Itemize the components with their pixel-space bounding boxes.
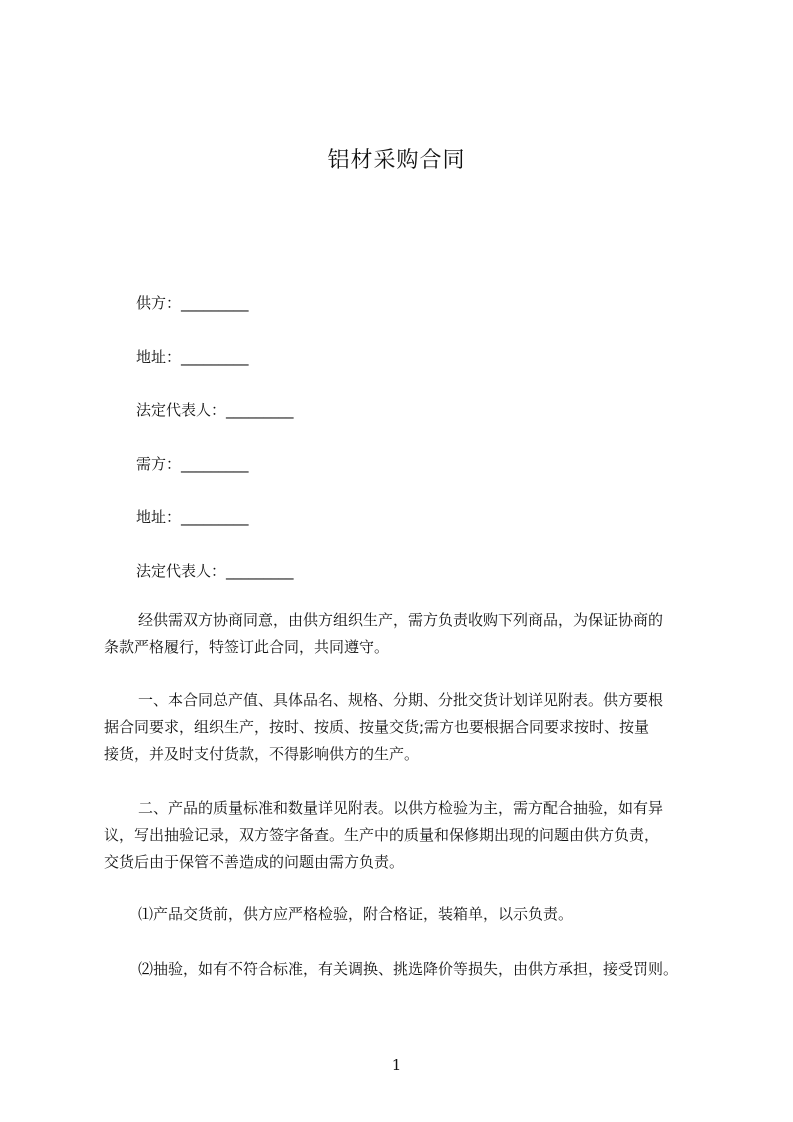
item-2-text: ⑵抽验，如有不符合标准，有关调换、挑选降价等损失，由供方承担，接受罚则。 bbox=[138, 960, 679, 978]
buyer-representative-blank: _________ bbox=[226, 562, 294, 580]
intro-line-1: 经供需双方协商同意，由供方组织生产，需方负责收购下列商品，为保证协商的 bbox=[138, 611, 664, 629]
supplier-representative-blank: _________ bbox=[226, 401, 294, 419]
clause-2-line-3: 交货后由于保管不善造成的问题由需方负责。 bbox=[104, 853, 405, 871]
item-1-paragraph bbox=[104, 901, 714, 928]
clause-2-paragraph bbox=[104, 795, 714, 876]
buyer-address-label: 地址： bbox=[136, 508, 182, 526]
buyer-blank: _________ bbox=[181, 455, 249, 473]
supplier-blank: _________ bbox=[181, 294, 249, 312]
buyer-label: 需方： bbox=[136, 455, 182, 473]
clause-2-line-2: 议，写出抽验记录，双方签字备查。生产中的质量和保修期出现的问题由供方负责， bbox=[104, 826, 660, 844]
supplier-label: 供方： bbox=[136, 294, 182, 312]
clause-1-line-3: 接货，并及时支付货款，不得影响供方的生产。 bbox=[104, 745, 420, 763]
supplier-representative-field bbox=[136, 399, 294, 420]
intro-paragraph bbox=[104, 607, 714, 661]
buyer-representative-field bbox=[136, 560, 294, 581]
page-number: 1 bbox=[391, 1056, 402, 1074]
item-2-paragraph bbox=[104, 956, 714, 983]
intro-line-2: 条款严格履行，特签订此合同，共同遵守。 bbox=[104, 638, 390, 656]
clause-1-line-1: 一、本合同总产值、具体品名、规格、分期、分批交货计划详见附表。供方要根 bbox=[138, 691, 664, 709]
supplier-address-label: 地址： bbox=[136, 348, 182, 366]
supplier-address-field bbox=[136, 346, 249, 367]
clause-2-line-1: 二、产品的质量标准和数量详见附表。以供方检验为主，需方配合抽验，如有异 bbox=[138, 799, 664, 817]
clause-1-line-2: 据合同要求，组织生产，按时、按质、按量交货;需方也要根据合同要求按时、按量 bbox=[104, 718, 650, 736]
supplier-representative-label: 法定代表人： bbox=[136, 401, 227, 419]
buyer-address-field bbox=[136, 506, 249, 527]
item-1-text: ⑴产品交货前，供方应严格检验，附合格证，装箱单，以示负责。 bbox=[138, 905, 574, 923]
supplier-name-field bbox=[136, 292, 249, 313]
clause-1-paragraph bbox=[104, 687, 714, 768]
buyer-address-blank: _________ bbox=[181, 508, 249, 526]
supplier-address-blank: _________ bbox=[181, 348, 249, 366]
buyer-name-field bbox=[136, 453, 249, 474]
buyer-representative-label: 法定代表人： bbox=[136, 562, 227, 580]
document-title: 铝材采购合同 bbox=[327, 148, 466, 173]
